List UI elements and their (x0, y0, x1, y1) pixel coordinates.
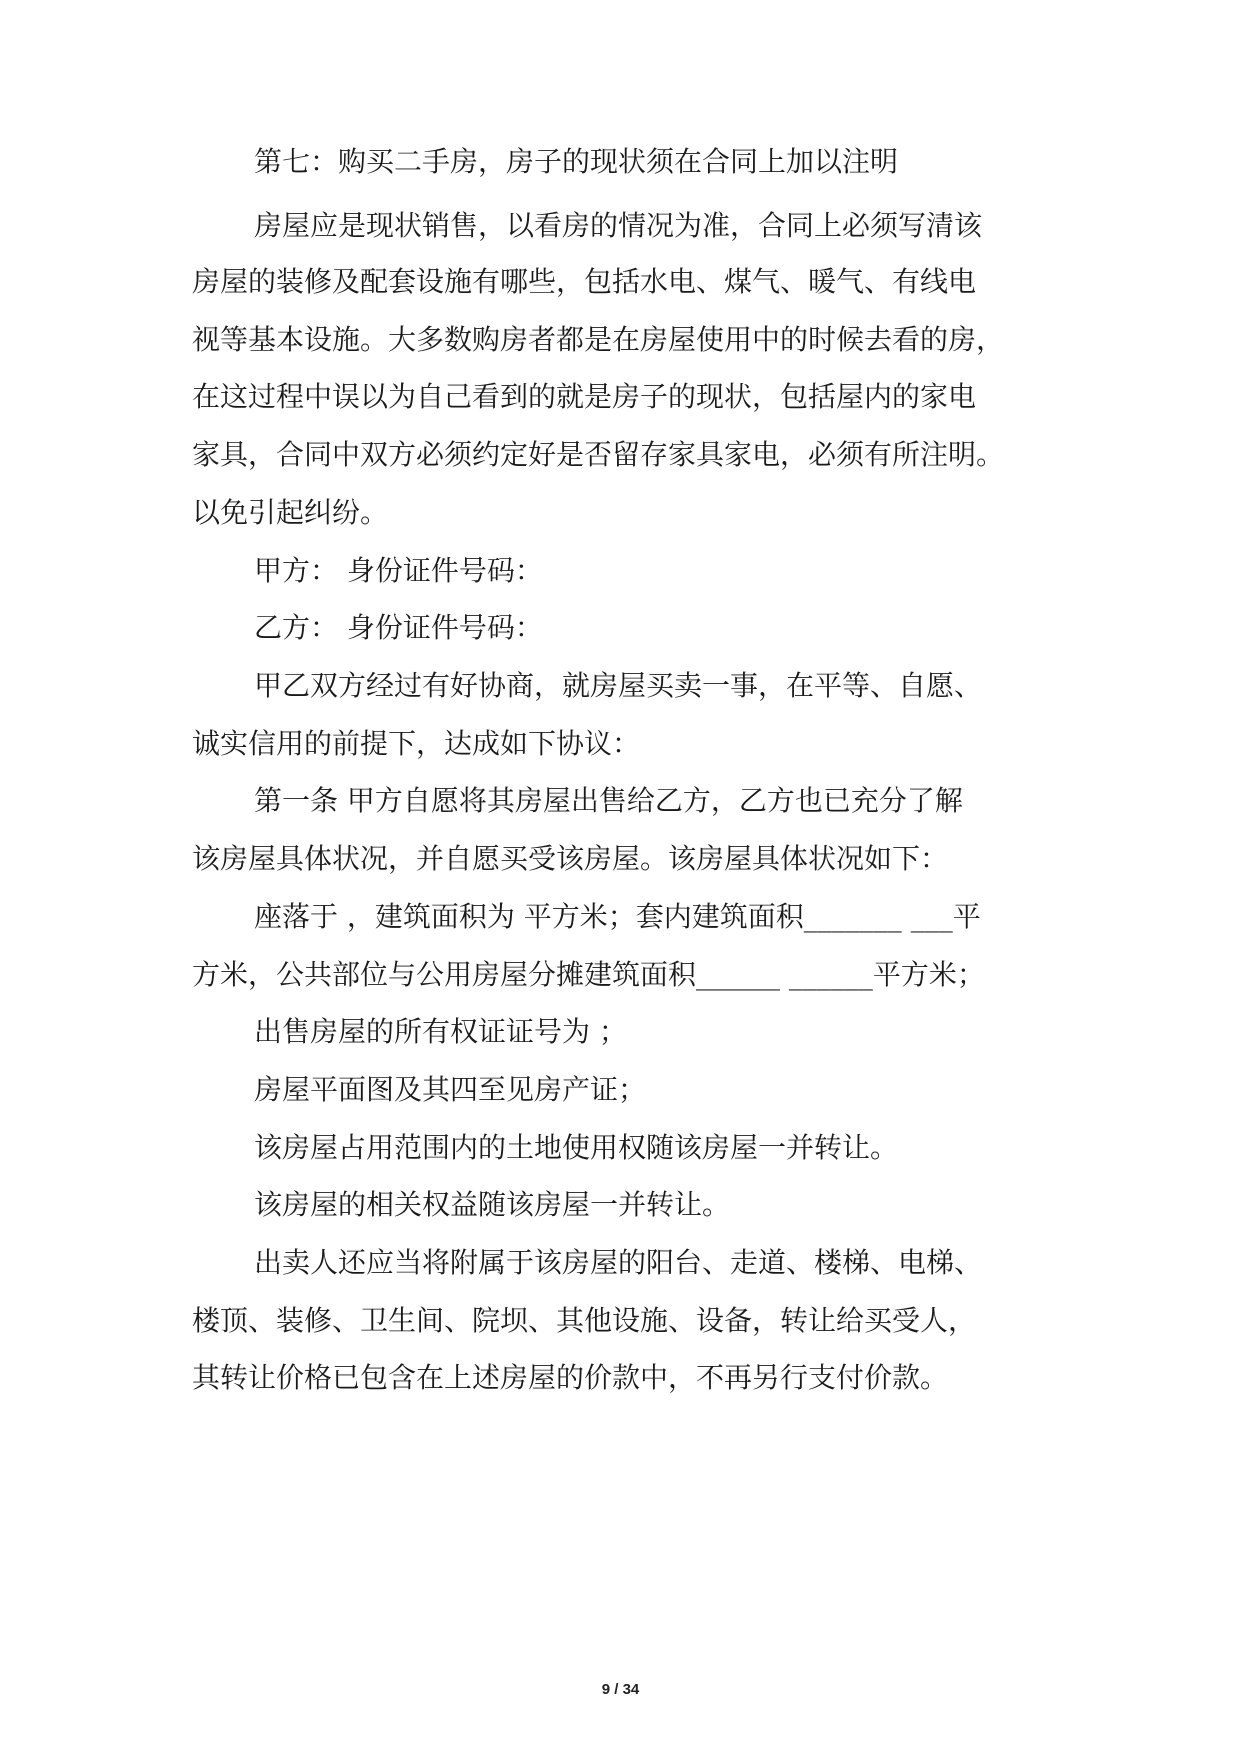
text-line: 该房屋具体状况，并自愿买受该房屋。该房屋具体状况如下： (192, 842, 949, 875)
text-line: 出卖人还应当将附属于该房屋的阳台、走道、楼梯、电梯、 (254, 1246, 983, 1279)
text-line: 座落于 ，建筑面积为 平方米；套内建筑面积_______ ___平 (254, 900, 981, 933)
text-line: 以免引起纠纷。 (192, 496, 389, 529)
text-line: 房屋的装修及配套设施有哪些，包括水电、煤气、暖气、有线电 (192, 265, 977, 298)
text-line: 乙方： 身份证件号码： (254, 611, 543, 644)
text-line: 其转让价格已包含在上述房屋的价款中，不再另行支付价款。 (192, 1361, 949, 1394)
text-line: 房屋平面图及其四至见房产证； (254, 1073, 647, 1106)
text-line: 房屋应是现状销售，以看房的情况为准，合同上必须写清该 (254, 209, 983, 242)
text-line: 该房屋占用范围内的土地使用权随该房屋一并转让。 (254, 1131, 899, 1164)
text-line: 该房屋的相关权益随该房屋一并转让。 (254, 1188, 731, 1221)
text-line: 出售房屋的所有权证证号为 ； (254, 1015, 627, 1048)
text-line: 楼顶、装修、卫生间、院坝、其他设施、设备，转让给买受人， (192, 1304, 977, 1337)
text-line: 视等基本设施。大多数购房者都是在房屋使用中的时候去看的房， (192, 323, 1005, 356)
text-line: 甲方： 身份证件号码： (254, 554, 543, 587)
text-line: 在这过程中误以为自己看到的就是房子的现状，包括屋内的家电 (192, 380, 977, 413)
text-line: 家具，合同中双方必须约定好是否留存家具家电，必须有所注明。 (192, 438, 1005, 471)
text-line: 第七：购买二手房，房子的现状须在合同上加以注明 (254, 145, 899, 178)
text-line: 方米，公共部位与公用房屋分摊建筑面积______ ______平方米； (192, 958, 985, 991)
text-line: 第一条 甲方自愿将其房屋出售给乙方，乙方也已充分了解 (254, 784, 963, 817)
text-line: 诚实信用的前提下，达成如下协议： (192, 727, 641, 760)
page-number: 9 / 34 (601, 1681, 640, 1698)
text-line: 甲乙双方经过有好协商，就房屋买卖一事，在平等、自愿、 (254, 669, 983, 702)
